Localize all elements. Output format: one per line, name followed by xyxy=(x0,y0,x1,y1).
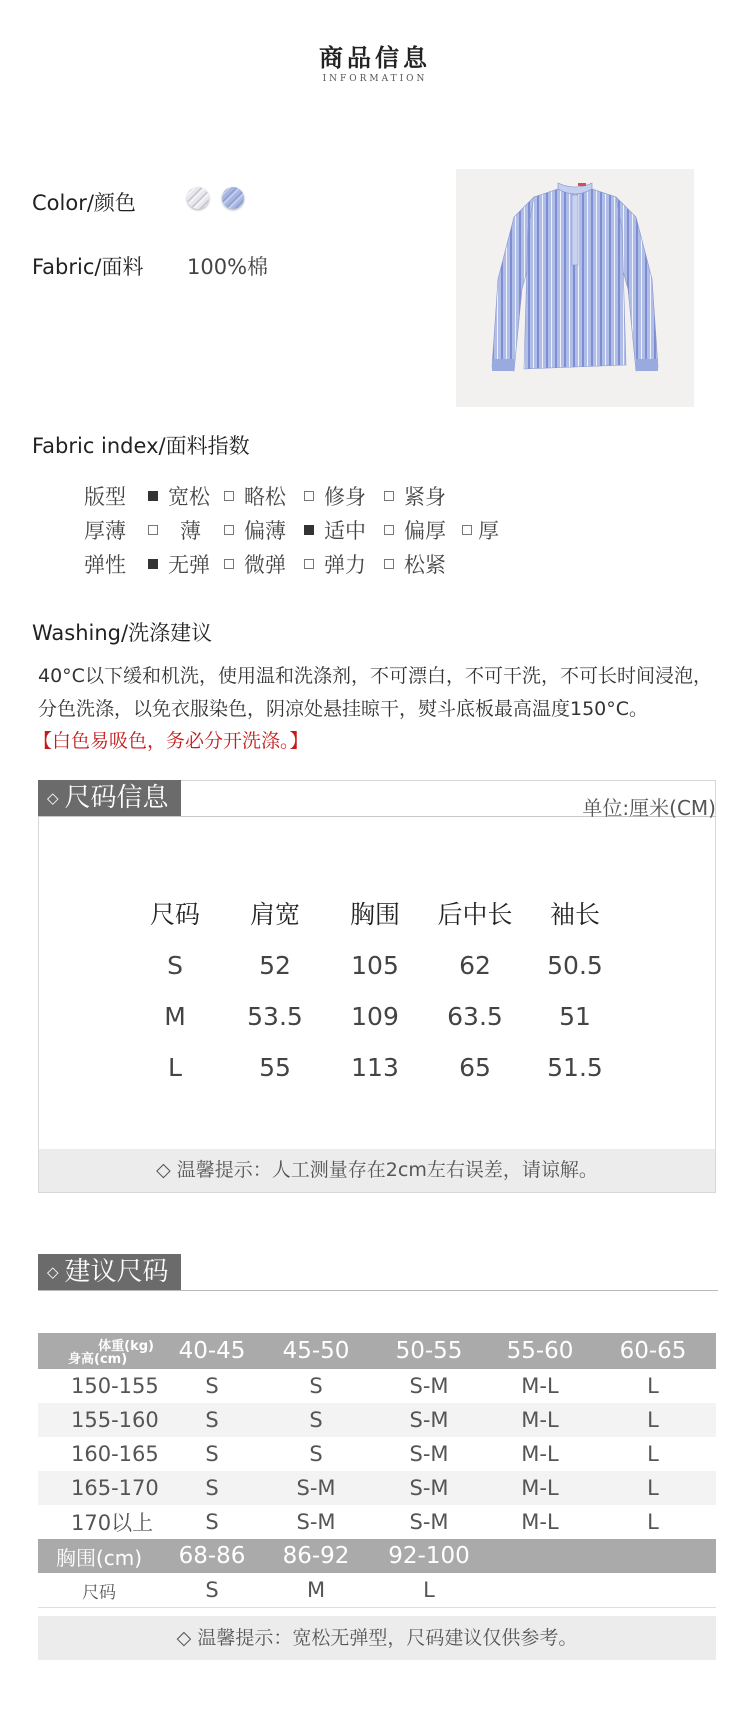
table-cell: S-M xyxy=(264,1505,368,1539)
height-cell: 165-170 xyxy=(38,1471,160,1505)
table-cell: M-L xyxy=(490,1505,590,1539)
size-table xyxy=(125,886,625,1093)
table-cell: S xyxy=(167,951,183,980)
table-cell: 105 xyxy=(351,951,399,980)
table-cell: S xyxy=(160,1437,264,1471)
table-cell: S-M xyxy=(368,1437,490,1471)
option-elastic: 松紧 xyxy=(384,549,446,579)
header-cell: 60-65 xyxy=(590,1333,716,1369)
fabric-label: Fabric/面料 xyxy=(32,255,144,279)
size-info-tab: ◇ 尺码信息 xyxy=(38,780,181,816)
option-slightly-thick: 偏厚 xyxy=(384,515,446,545)
option-medium: 适中 xyxy=(304,515,366,545)
table-row xyxy=(38,1369,716,1403)
header-cell: 40-45 xyxy=(160,1333,264,1369)
size-tip: ◇ 温馨提示：人工测量存在2cm左右误差，请谅解。 xyxy=(39,1149,715,1192)
chest-cell: 86-92 xyxy=(264,1539,368,1573)
option-no-stretch: 无弹 xyxy=(148,549,210,579)
table-cell: M-L xyxy=(490,1471,590,1505)
chest-cell: 92-100 xyxy=(368,1539,490,1573)
corner-cell xyxy=(38,1333,160,1369)
table-cell: M xyxy=(164,1002,186,1031)
header-cell: 后中长 xyxy=(437,900,513,929)
page-subtitle: INFORMATION xyxy=(322,74,428,84)
table-row xyxy=(125,940,625,991)
washing-warning: 【白色易吸色，务必分开洗涤。】 xyxy=(33,730,309,752)
table-cell: 52 xyxy=(259,951,291,980)
checkbox-empty-icon xyxy=(148,525,158,535)
washing-instructions: 40°C以下缓和机洗，使用温和洗涤剂，不可漂白，不可干洗，不可长时间浸泡，分色洗涤，以免衣服染色，阴凉处悬挂晾干，熨斗底板最高温度150°C。 xyxy=(38,665,712,720)
table-cell: S-M xyxy=(264,1471,368,1505)
checkbox-empty-icon xyxy=(224,525,234,535)
table-row xyxy=(125,1042,625,1093)
table-cell: S-M xyxy=(368,1505,490,1539)
chest-cell: 68-86 xyxy=(160,1539,264,1573)
height-cell: 150-155 xyxy=(38,1369,160,1403)
empty-cell xyxy=(490,1539,590,1573)
table-row xyxy=(38,1471,716,1505)
table-cell: S xyxy=(160,1369,264,1403)
color-label: Color/颜色 xyxy=(32,191,136,215)
size-label: 尺码 xyxy=(38,1573,160,1608)
option-slightly-thin: 偏薄 xyxy=(224,515,286,545)
table-cell: 51 xyxy=(559,1002,591,1031)
checkbox-checked-icon xyxy=(148,559,158,569)
checkbox-checked-icon xyxy=(148,491,158,501)
checkbox-empty-icon xyxy=(304,491,314,501)
size-cell: L xyxy=(368,1573,490,1608)
checkbox-empty-icon xyxy=(462,525,472,535)
table-cell: L xyxy=(590,1437,716,1471)
checkbox-checked-icon xyxy=(304,525,314,535)
chest-row xyxy=(38,1539,716,1573)
diamond-icon: ◇ xyxy=(47,789,59,807)
checkbox-empty-icon xyxy=(224,491,234,501)
table-cell: 55 xyxy=(259,1053,291,1082)
table-cell: S xyxy=(160,1403,264,1437)
table-cell: 65 xyxy=(459,1053,491,1082)
table-cell: 62 xyxy=(459,951,491,980)
table-cell: S xyxy=(160,1471,264,1505)
table-cell: M-L xyxy=(490,1369,590,1403)
table-cell: S xyxy=(264,1437,368,1471)
table-cell: S xyxy=(264,1403,368,1437)
table-cell: S xyxy=(264,1369,368,1403)
washing-title: Washing/洗涤建议 xyxy=(32,621,213,645)
table-cell: 109 xyxy=(351,1002,399,1031)
checkbox-empty-icon xyxy=(304,559,314,569)
header-cell: 45-50 xyxy=(264,1333,368,1369)
option-slim: 修身 xyxy=(304,481,366,511)
checkbox-empty-icon xyxy=(224,559,234,569)
table-cell: L xyxy=(590,1369,716,1403)
option-thin: 薄 xyxy=(148,515,201,545)
option-tight: 紧身 xyxy=(384,481,446,511)
height-cell: 160-165 xyxy=(38,1437,160,1471)
recommend-tip: ◇ 温馨提示：宽松无弹型，尺码建议仅供参考。 xyxy=(38,1616,716,1660)
table-cell: 50.5 xyxy=(547,951,603,980)
table-cell: 51.5 xyxy=(547,1053,603,1082)
header-cell: 袖长 xyxy=(549,900,600,929)
size-cell: S xyxy=(160,1573,264,1608)
checkbox-empty-icon xyxy=(384,491,394,501)
height-axis-label: 身高(cm) xyxy=(68,1352,128,1367)
table-cell: M-L xyxy=(490,1437,590,1471)
table-cell: L xyxy=(590,1505,716,1539)
table-cell: 53.5 xyxy=(247,1002,303,1031)
diamond-icon: ◇ xyxy=(47,1263,59,1281)
option-slight-stretch: 微弹 xyxy=(224,549,286,579)
row-label: 弹性 xyxy=(84,553,126,577)
table-cell: S-M xyxy=(368,1403,490,1437)
shirt-illustration xyxy=(456,169,694,407)
size-cell: M xyxy=(264,1573,368,1608)
option-loose: 宽松 xyxy=(148,481,210,511)
header-cell: 胸围 xyxy=(349,900,400,929)
option-stretch: 弹力 xyxy=(304,549,366,579)
table-cell: S-M xyxy=(368,1369,490,1403)
recommend-table xyxy=(38,1333,716,1608)
table-header-row xyxy=(125,886,625,940)
header-cell: 55-60 xyxy=(490,1333,590,1369)
header-cell: 肩宽 xyxy=(249,900,300,929)
table-row xyxy=(38,1437,716,1471)
table-row xyxy=(125,991,625,1042)
table-cell: S-M xyxy=(368,1471,490,1505)
table-cell: L xyxy=(168,1053,182,1082)
page-title: 商品信息 xyxy=(319,44,431,72)
product-image xyxy=(456,169,694,407)
table-cell: L xyxy=(590,1403,716,1437)
divider xyxy=(38,1290,718,1291)
recommend-tab: ◇ 建议尺码 xyxy=(38,1254,181,1290)
size-row xyxy=(38,1573,716,1608)
height-cell: 155-160 xyxy=(38,1403,160,1437)
table-cell: L xyxy=(590,1471,716,1505)
checkbox-empty-icon xyxy=(384,559,394,569)
swatch-white-stripe[interactable] xyxy=(187,187,209,209)
table-row xyxy=(38,1505,716,1539)
empty-cell xyxy=(490,1573,590,1608)
height-cell: 170以上 xyxy=(38,1505,160,1539)
row-label: 厚薄 xyxy=(84,519,126,543)
option-slightly-loose: 略松 xyxy=(224,481,286,511)
table-cell: S xyxy=(160,1505,264,1539)
empty-cell xyxy=(590,1573,716,1608)
chest-label: 胸围(cm) xyxy=(38,1539,160,1573)
header-cell: 尺码 xyxy=(149,900,200,929)
row-label: 版型 xyxy=(84,485,126,509)
fabric-value: 100%棉 xyxy=(187,255,269,279)
table-cell: 63.5 xyxy=(447,1002,503,1031)
fabric-index-title: Fabric index/面料指数 xyxy=(32,434,250,458)
checkbox-empty-icon xyxy=(384,525,394,535)
swatch-blue-stripe[interactable] xyxy=(222,187,244,209)
weight-header-row xyxy=(38,1333,716,1369)
header-cell: 50-55 xyxy=(368,1333,490,1369)
option-thick: 厚 xyxy=(462,515,499,545)
recommend-table-wrap xyxy=(38,1333,716,1608)
empty-cell xyxy=(590,1539,716,1573)
table-cell: 113 xyxy=(351,1053,399,1082)
table-row xyxy=(38,1403,716,1437)
table-cell: M-L xyxy=(490,1403,590,1437)
unit-label: 单位:厘米(CM) xyxy=(582,796,716,820)
weight-axis-label: 体重(kg) xyxy=(98,1339,154,1354)
